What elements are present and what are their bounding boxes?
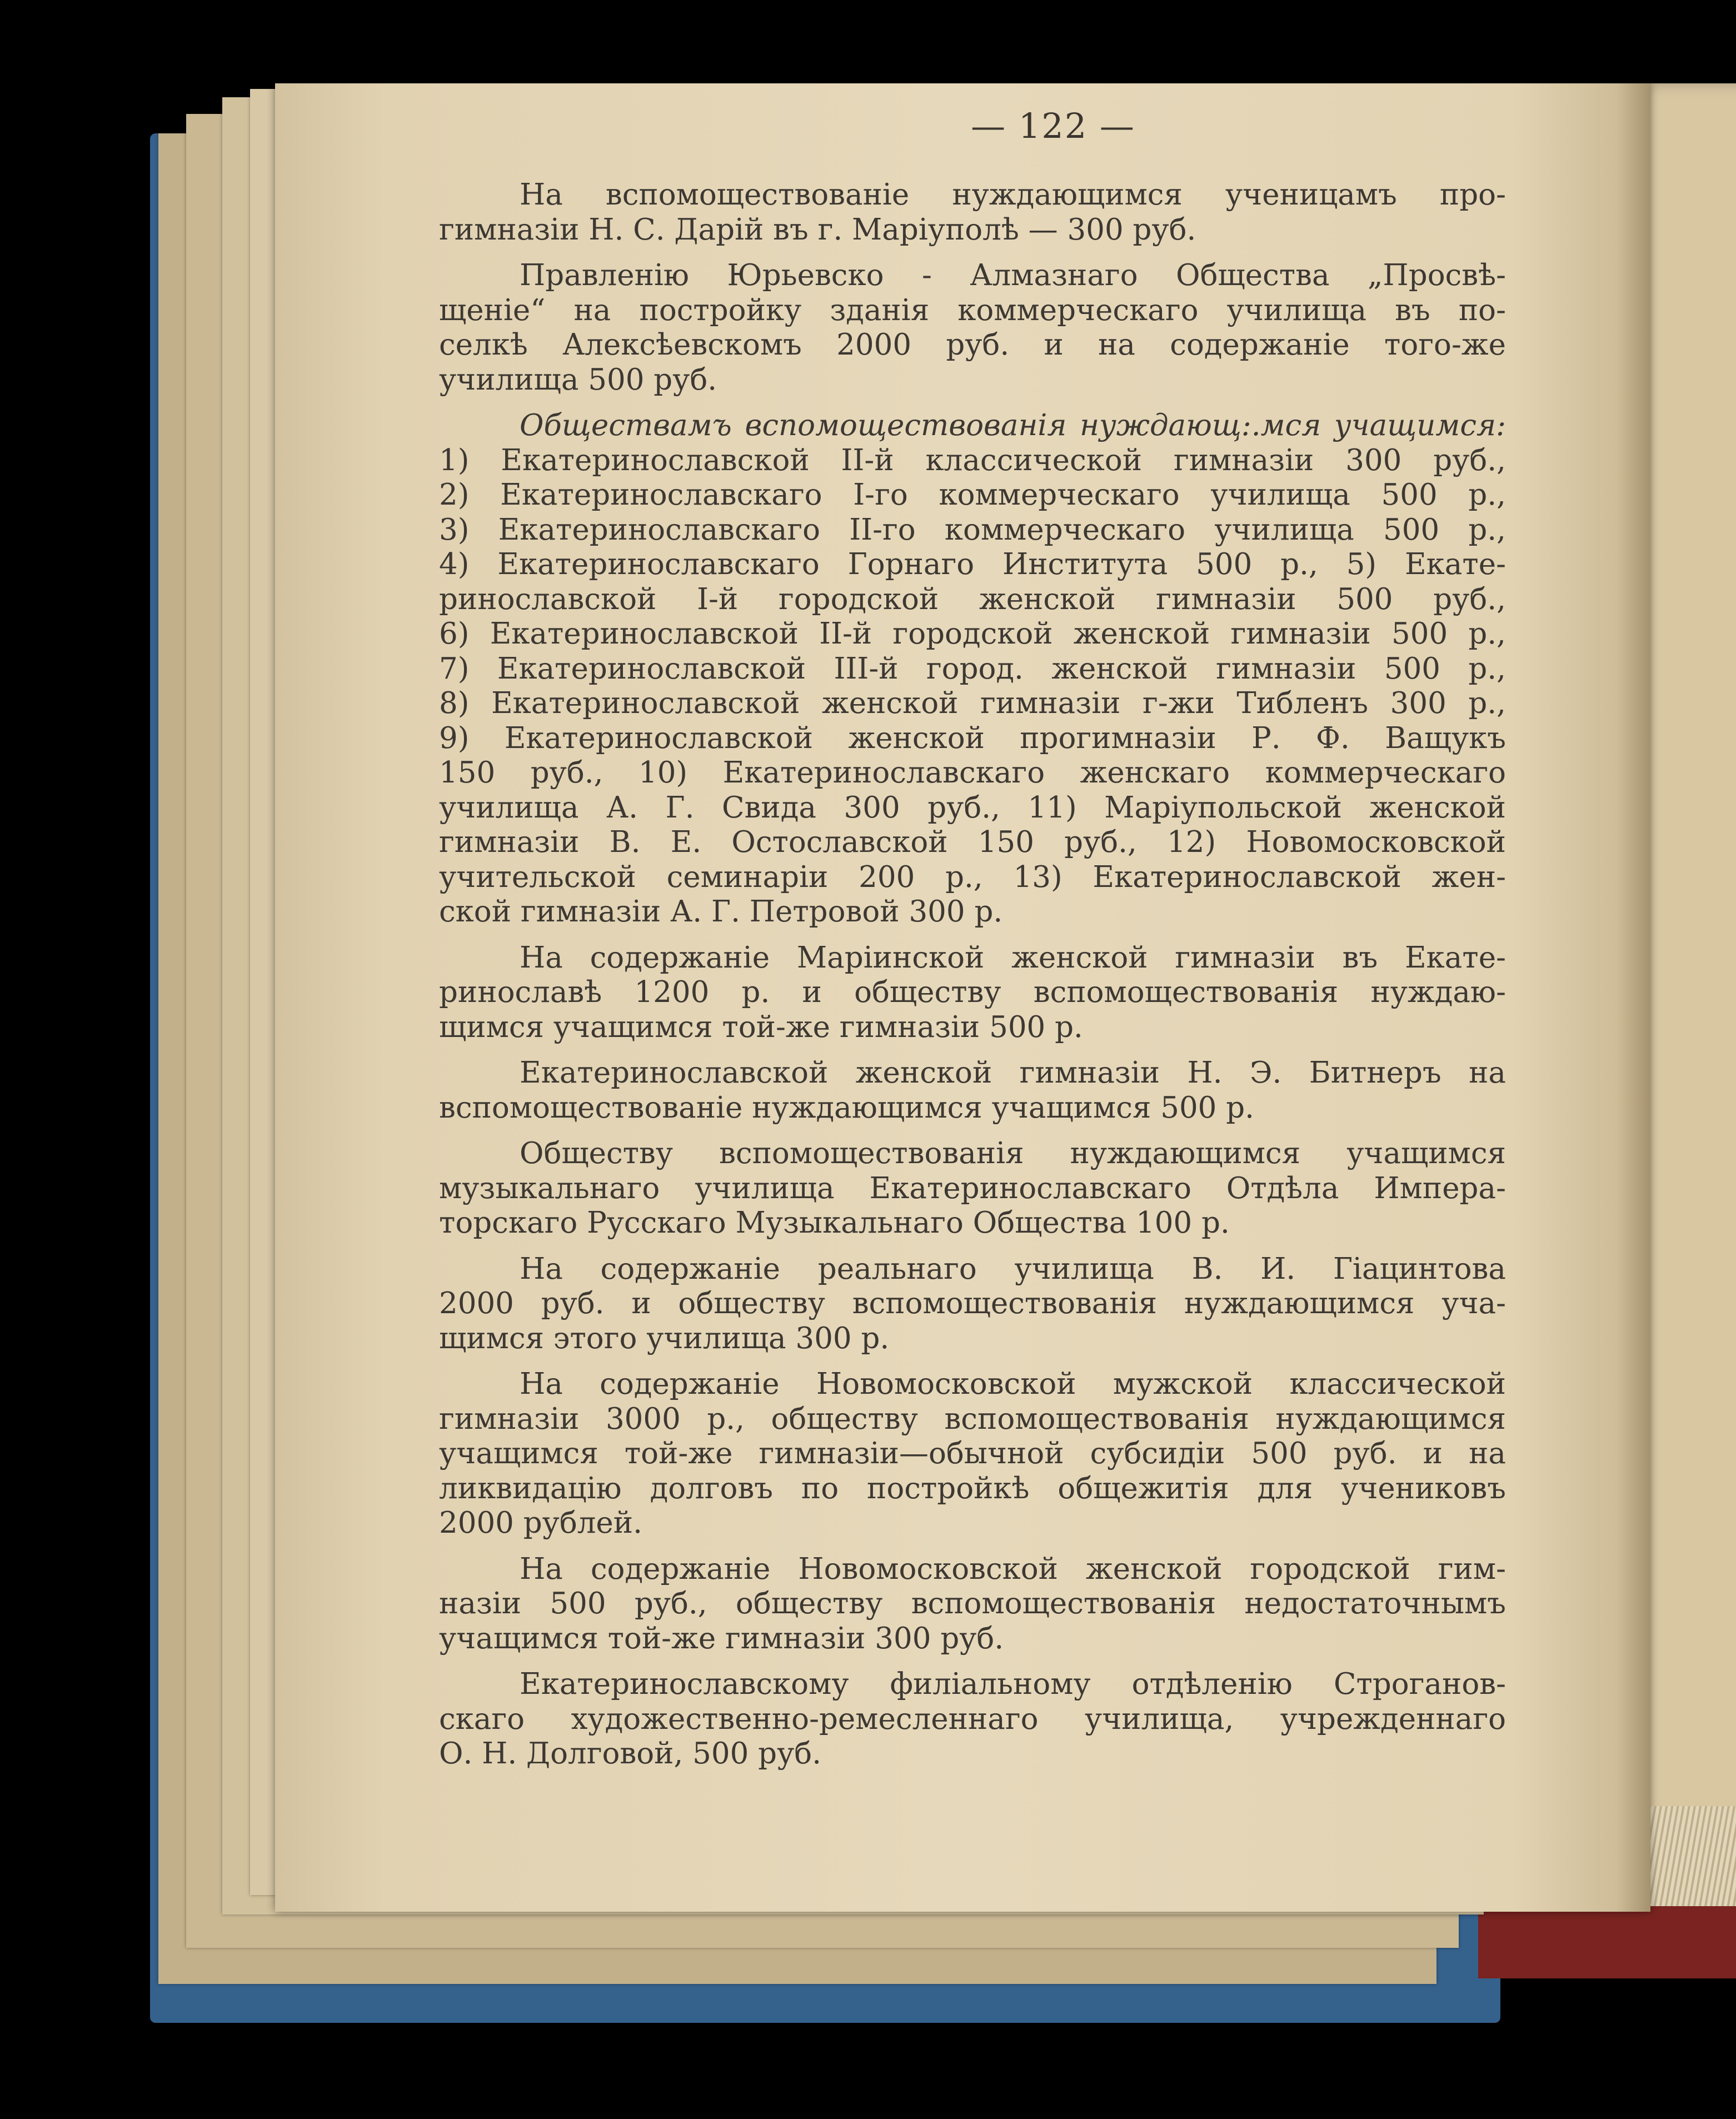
book-page xyxy=(275,83,1650,1912)
text-line: 7) Екатеринославской III-й город. женской гимназіи 500 р., xyxy=(439,651,1506,686)
paragraph-gap xyxy=(439,1541,1506,1552)
text-line: назіи 500 руб., обществу вспомоществованія недостаточнымъ xyxy=(439,1587,1506,1621)
text-line: Екатеринославскому филіальному отдѣленію Строганов- xyxy=(520,1667,1506,1701)
paragraph xyxy=(439,408,1506,930)
text-line: 4) Екатеринославскаго Горнаго Института 500 р., 5) Екате- xyxy=(439,547,1506,581)
text-line: щимся учащимся той-же гимназіи 500 р. xyxy=(439,1010,1083,1044)
text-line: 8) Екатеринославской женской гимназіи г-жи Тибленъ 300 р., xyxy=(439,686,1506,720)
text-line: 3) Екатеринославскаго II-го коммерческаго училища 500 р., xyxy=(439,512,1506,547)
text-line: 1) Екатеринославской II-й классической гимназіи 300 руб., xyxy=(439,443,1506,477)
paragraph xyxy=(439,1056,1506,1125)
text-line: На содержаніе реальнаго училища В. И. Гіацинтова xyxy=(520,1252,1506,1286)
text-line: вспомоществованіе нуждающимся учащимся 500 р. xyxy=(439,1090,1255,1125)
paragraph xyxy=(439,258,1506,397)
text-line: 9) Екатеринославской женской прогимназіи Р. Ф. Ващукъ xyxy=(439,721,1506,755)
text-line: На вспомоществованіе нуждающимся ученицамъ про- xyxy=(520,178,1506,212)
text-line: торскаго Русскаго Музыкальнаго Общества 100 р. xyxy=(439,1206,1230,1240)
text-line: Екатеринославской женской гимназіи Н. Э. Битнеръ на xyxy=(520,1056,1506,1090)
text-line: ской гимназіи А. Г. Петровой 300 р. xyxy=(439,895,1003,929)
text-line: ликвидацію долговъ по постройкѣ общежитія для учениковъ xyxy=(439,1471,1506,1505)
text-line: училища А. Г. Свида 300 руб., 11) Маріупольской женской xyxy=(439,790,1506,825)
paragraph xyxy=(439,1667,1506,1772)
text-line: ринославѣ 1200 р. и обществу вспомоществованія нуждаю- xyxy=(439,975,1506,1009)
text-line: 2000 рублей. xyxy=(439,1506,642,1540)
paragraph xyxy=(439,1552,1506,1657)
text-line: На содержаніе Маріинской женской гимназіи въ Екате- xyxy=(520,940,1506,975)
paragraph-gap xyxy=(439,1241,1506,1252)
paragraph xyxy=(439,1136,1506,1241)
paragraph xyxy=(439,941,1506,1045)
paragraph-gap xyxy=(439,1125,1506,1136)
text-line: 6) Екатеринославской II-й городской женской гимназіи 500 р., xyxy=(439,617,1506,651)
facing-page xyxy=(1637,83,1736,1845)
page-number: — 122 — xyxy=(971,106,1135,146)
paragraph-gap xyxy=(439,247,1506,258)
text-line: О. Н. Долговой, 500 руб. xyxy=(439,1737,822,1771)
text-line: гимназіи В. Е. Остославской 150 руб., 12) Новомосковской xyxy=(439,825,1506,859)
paragraph-gap xyxy=(439,1656,1506,1667)
text-line: На содержаніе Новомосковской мужской классической xyxy=(520,1367,1506,1401)
text-line: скаго художественно-ремесленнаго училища, учрежденнаго xyxy=(439,1702,1506,1736)
text-line: музыкальнаго училища Екатеринославскаго Отдѣла Импера- xyxy=(439,1171,1506,1205)
paragraph xyxy=(439,1367,1506,1541)
paragraph-gap xyxy=(439,1045,1506,1056)
text-line: 150 руб., 10) Екатеринославскаго женскаго коммерческаго xyxy=(439,756,1506,790)
paragraph xyxy=(439,178,1506,247)
text-line: Правленію Юрьевско - Алмазнаго Общества „Просвѣ- xyxy=(520,258,1506,292)
text-line: учащимся той-же гимназіи—обычной субсидіи 500 руб. и на xyxy=(439,1437,1506,1470)
text-line: учительской семинаріи 200 р., 13) Екатеринославской жен- xyxy=(439,860,1506,894)
paragraph-gap xyxy=(439,1356,1506,1367)
text-line: щимся этого училища 300 р. xyxy=(439,1321,890,1355)
paragraph-gap xyxy=(439,930,1506,941)
paragraph-gap xyxy=(439,397,1506,408)
text-line: щеніе“ на постройку зданія коммерческаго училища въ по- xyxy=(439,293,1506,327)
text-line: гимназіи 3000 р., обществу вспомоществованія нуждающимся xyxy=(439,1402,1506,1436)
text-line: На содержаніе Новомосковской женской городской гим- xyxy=(520,1552,1506,1586)
page-text xyxy=(439,178,1506,1772)
text-line: гимназіи Н. С. Дарій въ г. Маріуполѣ — 300 руб. xyxy=(439,212,1196,247)
text-line: 2000 руб. и обществу вспомоществованія нуждающимся уча- xyxy=(439,1287,1506,1320)
paragraph xyxy=(439,1252,1506,1357)
text-line: училища 500 руб. xyxy=(439,362,717,397)
text-line: Обществамъ вспомоществованія нуждающ:.мся учащимся: xyxy=(520,408,1506,442)
text-line: учащимся той-же гимназіи 300 руб. xyxy=(439,1621,1004,1656)
text-line: Обществу вспомоществованія нуждающимся учащимся xyxy=(520,1136,1506,1170)
text-line: ринославской I-й городской женской гимназіи 500 руб., xyxy=(439,582,1506,616)
text-line: селкѣ Алексѣевскомъ 2000 руб. и на содержаніе того-же xyxy=(439,328,1506,362)
text-line: 2) Екатеринославскаго I-го коммерческаго училища 500 р., xyxy=(439,478,1506,512)
